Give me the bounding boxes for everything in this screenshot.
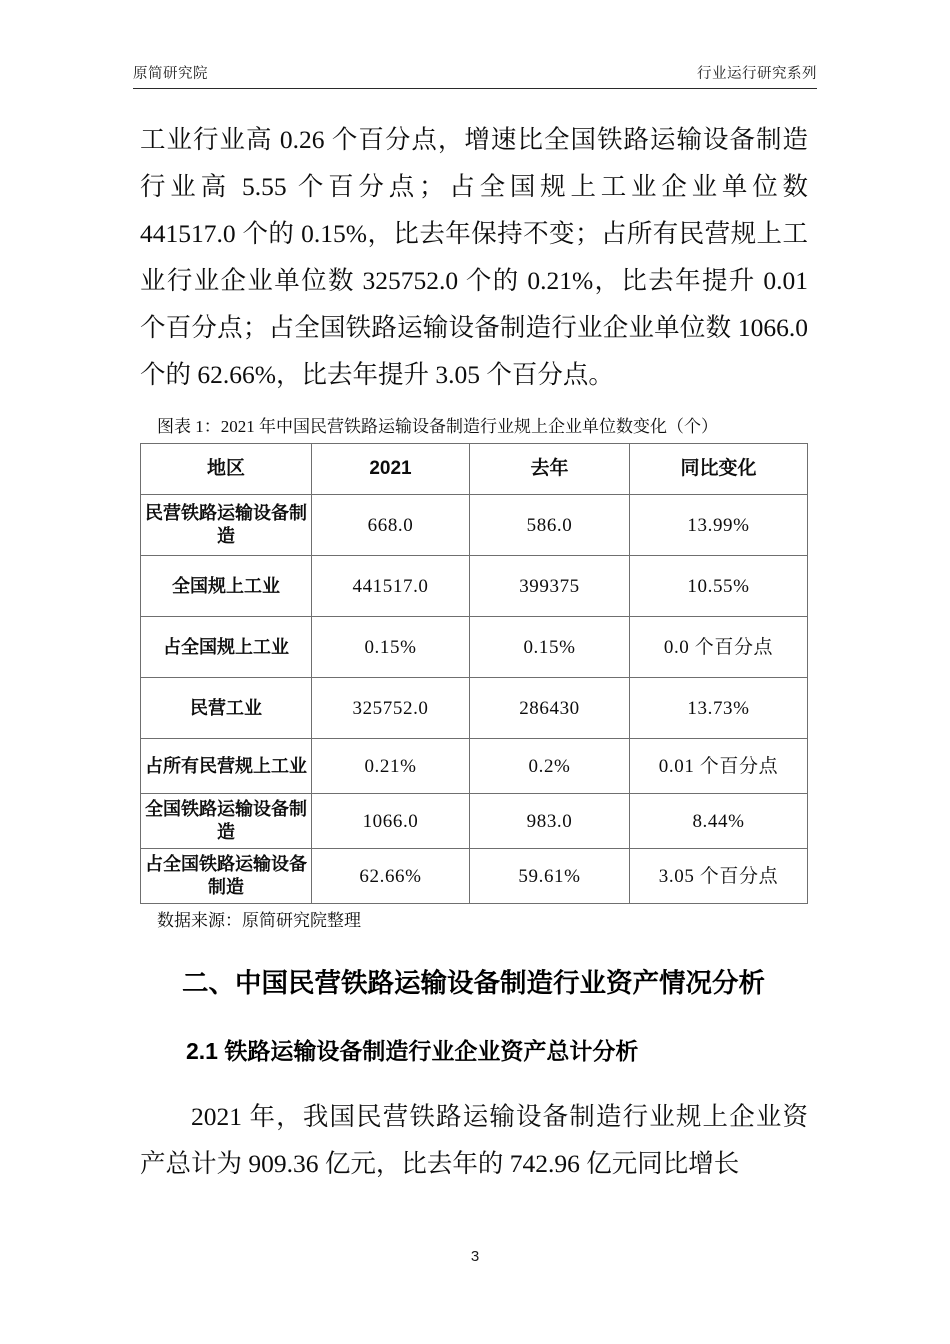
page-number: 3 [470, 1248, 480, 1265]
cell-last-year: 286430 [470, 678, 630, 739]
cell-yoy-change: 10.55% [630, 556, 808, 617]
data-source-note: 数据来源：原简研究院整理 [157, 911, 361, 930]
table-row [141, 556, 808, 617]
cell-yoy-change: 8.44% [630, 794, 808, 849]
table-row [141, 794, 808, 849]
table-row [141, 617, 808, 678]
column-header-yoy-change: 同比变化 [630, 444, 808, 495]
cell-last-year: 586.0 [470, 495, 630, 556]
header-series-label: 行业运行研究系列 [697, 66, 817, 82]
paragraph-asset-analysis: 2021 年，我国民营铁路运输设备制造行业规上企业资产总计为 909.36 亿元，比去年的 742.96 亿元同比增长 [140, 1102, 808, 1178]
cell-2021: 325752.0 [312, 678, 470, 739]
cell-yoy-change: 3.05 个百分点 [630, 849, 808, 904]
table-row [141, 495, 808, 556]
row-label: 全国铁路运输设备制造 [141, 794, 312, 849]
row-label: 占全国铁路运输设备制造 [141, 849, 312, 904]
cell-last-year: 0.2% [470, 739, 630, 794]
cell-2021: 62.66% [312, 849, 470, 904]
table-header-row [141, 444, 808, 495]
cell-last-year: 59.61% [470, 849, 630, 904]
row-label: 占全国规上工业 [141, 617, 312, 678]
subsection-heading-2-1: 2.1 铁路运输设备制造行业企业资产总计分析 [186, 1038, 639, 1064]
row-label: 民营工业 [141, 678, 312, 739]
cell-2021: 668.0 [312, 495, 470, 556]
table-row [141, 849, 808, 904]
page-content [0, 116, 950, 1187]
cell-yoy-change: 0.01 个百分点 [630, 739, 808, 794]
section-heading-2: 二、中国民营铁路运输设备制造行业资产情况分析 [182, 968, 765, 998]
cell-yoy-change: 13.99% [630, 495, 808, 556]
row-label: 全国规上工业 [141, 556, 312, 617]
column-header-region: 地区 [141, 444, 312, 495]
paragraph-continued: 工业行业高 0.26 个百分点，增速比全国铁路运输设备制造行业高 5.55 个百分点；占全国规上工业企业单位数 441517.0 个的 0.15%，比去年保持不变；占所有民营规上工业行业企业单位数 325752.0 个的 0.21%，比去年提升 0.01 个百分点；占全国铁路运输设备制造行业企业单位数 1066.0 个的 62.66%，比去年提升 3.05 个百分点。 [140, 125, 808, 389]
column-header-2021: 2021 [312, 444, 470, 495]
page-running-header [133, 62, 817, 89]
cell-yoy-change: 0.0 个百分点 [630, 617, 808, 678]
cell-2021: 0.21% [312, 739, 470, 794]
cell-last-year: 983.0 [470, 794, 630, 849]
row-label: 占所有民营规上工业 [141, 739, 312, 794]
page-footer [0, 1248, 950, 1265]
table-row [141, 678, 808, 739]
cell-2021: 441517.0 [312, 556, 470, 617]
enterprise-unit-count-table [140, 443, 808, 904]
cell-yoy-change: 13.73% [630, 678, 808, 739]
cell-2021: 0.15% [312, 617, 470, 678]
figure-caption: 图表 1：2021 年中国民营铁路运输设备制造行业规上企业单位数变化（个） [157, 417, 718, 436]
column-header-last-year: 去年 [470, 444, 630, 495]
row-label: 民营铁路运输设备制造 [141, 495, 312, 556]
table-row [141, 739, 808, 794]
cell-last-year: 399375 [470, 556, 630, 617]
cell-2021: 1066.0 [312, 794, 470, 849]
table-container [0, 443, 950, 904]
cell-last-year: 0.15% [470, 617, 630, 678]
header-organization-label: 原简研究院 [133, 66, 208, 82]
